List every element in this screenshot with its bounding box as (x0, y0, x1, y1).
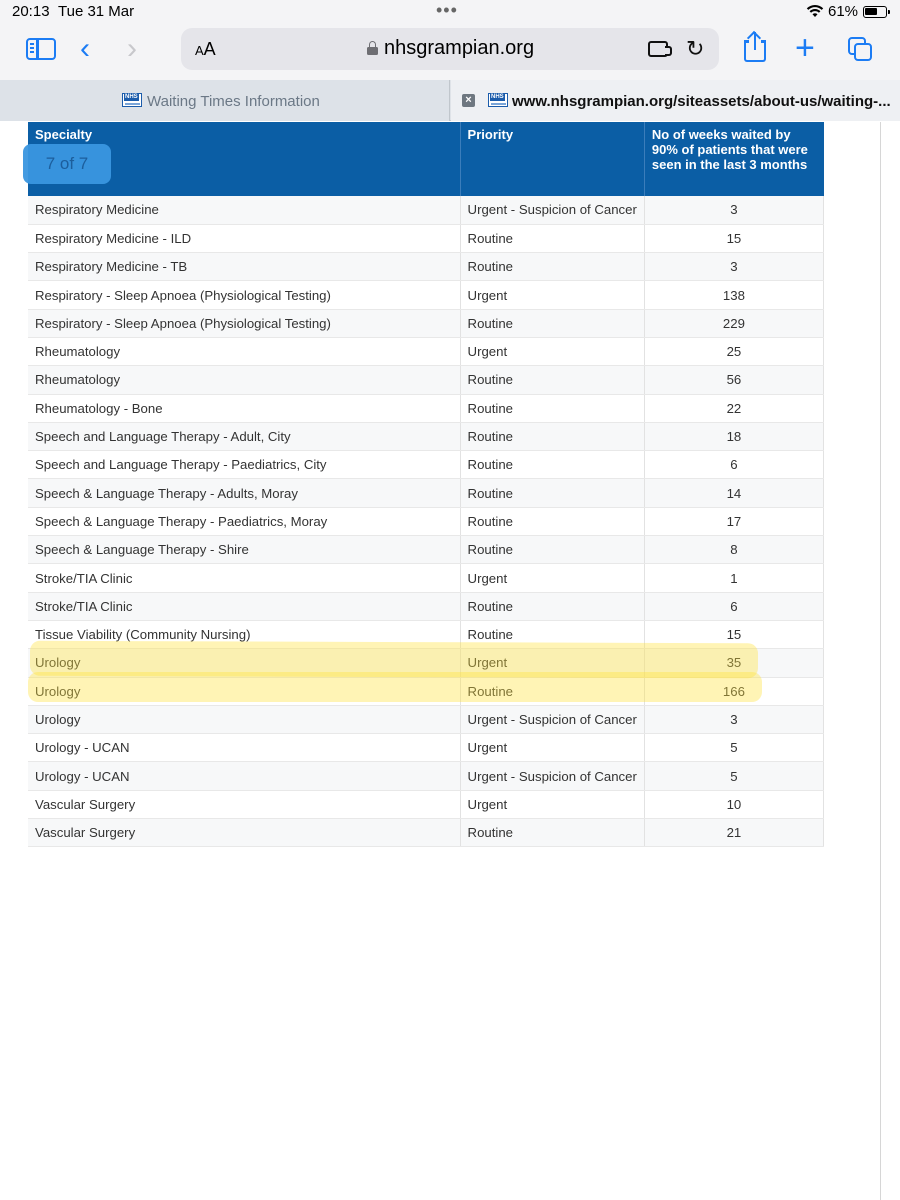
cell-priority: Routine (460, 394, 644, 422)
cell-specialty: Respiratory Medicine (28, 196, 460, 224)
cell-weeks: 229 (644, 309, 823, 337)
find-match-counter: 7 of 7 (23, 144, 111, 184)
cell-specialty: Respiratory - Sleep Apnoea (Physiological Testing) (28, 309, 460, 337)
column-header-priority: Priority (460, 122, 644, 196)
table-row (28, 253, 824, 281)
cell-weeks: 15 (644, 224, 823, 252)
cell-priority: Urgent - Suspicion of Cancer (460, 705, 644, 733)
cell-priority: Urgent (460, 281, 644, 309)
cell-specialty: Rheumatology (28, 337, 460, 365)
cell-priority: Urgent (460, 564, 644, 592)
table-row (28, 507, 824, 535)
column-header-specialty: Specialty (28, 122, 460, 196)
tab-siteassets-document[interactable] (451, 80, 900, 121)
cell-priority: Routine (460, 451, 644, 479)
extension-puzzle-icon[interactable] (648, 41, 668, 57)
battery-level-fill (865, 8, 877, 15)
back-chevron-icon[interactable]: ‹ (80, 32, 90, 65)
table-body (28, 196, 824, 847)
tab-overview-icon[interactable] (848, 37, 874, 61)
cell-specialty: Urology (28, 649, 460, 677)
tab-waiting-times[interactable] (0, 80, 450, 121)
cell-weeks: 22 (644, 394, 823, 422)
table-row (28, 394, 824, 422)
tab-title: www.nhsgrampian.org/siteassets/about-us/waiting-... (512, 93, 891, 110)
wifi-icon (806, 4, 824, 18)
table-header-row (28, 122, 824, 196)
share-icon[interactable] (744, 32, 766, 62)
cell-priority: Routine (460, 422, 644, 450)
table-row (28, 592, 824, 620)
cell-weeks: 6 (644, 451, 823, 479)
cell-weeks: 18 (644, 422, 823, 450)
table-row (28, 819, 824, 847)
table-row (28, 705, 824, 733)
cell-priority: Urgent (460, 790, 644, 818)
cell-priority: Routine (460, 253, 644, 281)
cell-priority: Routine (460, 479, 644, 507)
battery-icon (863, 6, 887, 18)
cell-weeks: 3 (644, 196, 823, 224)
table-row (28, 762, 824, 790)
table-row (28, 422, 824, 450)
lock-icon (367, 41, 378, 55)
cell-specialty: Speech & Language Therapy - Paediatrics, Moray (28, 507, 460, 535)
cell-priority: Routine (460, 819, 644, 847)
table-row (28, 564, 824, 592)
cell-weeks: 1 (644, 564, 823, 592)
cell-specialty: Speech & Language Therapy - Adults, Moray (28, 479, 460, 507)
status-bar (0, 0, 900, 24)
nhs-favicon-icon (488, 93, 508, 107)
cell-priority: Routine (460, 592, 644, 620)
tab-title: Waiting Times Information (147, 93, 320, 110)
cell-specialty: Tissue Viability (Community Nursing) (28, 620, 460, 648)
status-time: 20:13 (12, 3, 50, 20)
cell-weeks: 5 (644, 762, 823, 790)
column-header-weeks: No of weeks waited by 90% of patients that were seen in the last 3 months (644, 122, 823, 196)
cell-priority: Routine (460, 677, 644, 705)
sidebar-toggle-icon[interactable] (26, 38, 56, 60)
cell-priority: Urgent (460, 337, 644, 365)
cell-specialty: Rheumatology - Bone (28, 394, 460, 422)
cell-specialty: Respiratory Medicine - ILD (28, 224, 460, 252)
cell-priority: Routine (460, 366, 644, 394)
document-edge (880, 122, 881, 1200)
cell-specialty: Urology - UCAN (28, 762, 460, 790)
table-row (28, 451, 824, 479)
new-tab-plus-icon[interactable]: + (795, 29, 815, 67)
cell-specialty: Respiratory - Sleep Apnoea (Physiological Testing) (28, 281, 460, 309)
table-row (28, 366, 824, 394)
cell-weeks: 56 (644, 366, 823, 394)
waiting-times-table (28, 122, 824, 847)
cell-specialty: Speech and Language Therapy - Paediatrics, City (28, 451, 460, 479)
cell-priority: Routine (460, 507, 644, 535)
table-row (28, 479, 824, 507)
table-row (28, 196, 824, 224)
cell-weeks: 21 (644, 819, 823, 847)
cell-priority: Routine (460, 309, 644, 337)
table-row (28, 790, 824, 818)
forward-chevron-icon[interactable]: › (127, 32, 137, 65)
nhs-favicon-icon (122, 93, 142, 107)
table-row (28, 224, 824, 252)
cell-specialty: Respiratory Medicine - TB (28, 253, 460, 281)
cell-priority: Routine (460, 536, 644, 564)
reader-options-button[interactable]: AA (195, 39, 216, 59)
tab-close-icon[interactable]: × (462, 94, 475, 107)
cell-specialty: Rheumatology (28, 366, 460, 394)
cell-weeks: 166 (644, 677, 823, 705)
table-row (28, 309, 824, 337)
cell-specialty: Speech and Language Therapy - Adult, City (28, 422, 460, 450)
highlight-mark (28, 672, 762, 702)
cell-priority: Urgent - Suspicion of Cancer (460, 762, 644, 790)
cell-priority: Routine (460, 224, 644, 252)
reload-icon[interactable]: ↻ (686, 36, 705, 61)
tab-bar (0, 80, 900, 121)
multitasking-dots-icon[interactable]: ••• (436, 0, 458, 20)
cell-weeks: 3 (644, 705, 823, 733)
browser-toolbar (0, 24, 900, 80)
cell-specialty: Vascular Surgery (28, 819, 460, 847)
cell-specialty: Urology - UCAN (28, 734, 460, 762)
cell-priority: Urgent - Suspicion of Cancer (460, 196, 644, 224)
cell-specialty: Stroke/TIA Clinic (28, 564, 460, 592)
cell-weeks: 35 (644, 649, 823, 677)
cell-weeks: 25 (644, 337, 823, 365)
page-content[interactable] (0, 122, 900, 1200)
cell-specialty: Urology (28, 705, 460, 733)
table-row (28, 281, 824, 309)
table-row (28, 734, 824, 762)
cell-weeks: 15 (644, 620, 823, 648)
battery-percent: 61% (828, 3, 859, 20)
cell-specialty: Stroke/TIA Clinic (28, 592, 460, 620)
cell-specialty: Speech & Language Therapy - Shire (28, 536, 460, 564)
cell-priority: Urgent (460, 649, 644, 677)
cell-weeks: 5 (644, 734, 823, 762)
cell-weeks: 3 (644, 253, 823, 281)
cell-specialty: Vascular Surgery (28, 790, 460, 818)
table-row (28, 536, 824, 564)
cell-priority: Urgent (460, 734, 644, 762)
address-bar[interactable] (181, 28, 719, 70)
cell-priority: Routine (460, 620, 644, 648)
cell-weeks: 6 (644, 592, 823, 620)
cell-weeks: 17 (644, 507, 823, 535)
status-date: Tue 31 Mar (58, 3, 135, 20)
cell-weeks: 138 (644, 281, 823, 309)
cell-specialty: Urology (28, 677, 460, 705)
cell-weeks: 10 (644, 790, 823, 818)
address-url[interactable]: nhsgrampian.org (384, 37, 535, 59)
cell-weeks: 8 (644, 536, 823, 564)
table-row (28, 337, 824, 365)
cell-weeks: 14 (644, 479, 823, 507)
